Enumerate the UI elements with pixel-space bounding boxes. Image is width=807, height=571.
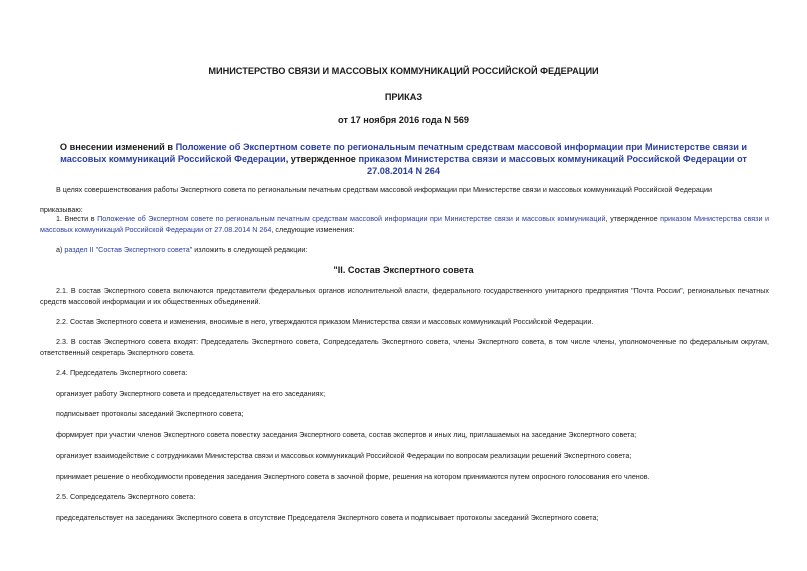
title-prefix: О внесении изменений в bbox=[59, 142, 176, 152]
item-1 bbox=[40, 214, 769, 235]
order-word: приказываю: bbox=[40, 205, 83, 214]
item-1-order-link[interactable]: приказом Министерства связи и массовых коммуникаций Российской Федерации от 27.08.2014 N 264 bbox=[40, 214, 770, 234]
title-middle: , утвержденное bbox=[285, 154, 359, 164]
paragraph-2-4-item-2: подписывает протоколы заседаний Экспертного совета; bbox=[56, 409, 244, 418]
item-1-suffix: , следующие изменения: bbox=[271, 224, 355, 234]
paragraph-2-1: 2.1. В состав Экспертного совета включаются представители федеральных органов исполнительной власти, федерального государственного унитарного предприятия "Почта России", региональных печатных средств массовой информации и их общественных объединений. bbox=[40, 286, 769, 306]
item-1-prefix: 1. Внести в bbox=[56, 214, 98, 223]
sub-item-a-suffix: изложить в следующей редакции: bbox=[192, 245, 308, 254]
paragraph-2-4-item-3: формирует при участии членов Экспертного совета повестку заседания Экспертного совета, состав экспертов и иных лиц, приглашаемых на заседание Экспертного совета; bbox=[56, 430, 637, 439]
paragraph-2-5: 2.5. Сопредседатель Экспертного совета: bbox=[56, 492, 196, 501]
paragraph-2-3: 2.3. В состав Экспертного совета входят: Председатель Экспертного совета, Сопредседатель Экспертного совета, члены Экспертного совета, в том числе члены, уполномоченные по федеральным округам, ответственный секретарь Экспертного совета. bbox=[40, 337, 769, 357]
paragraph-2-2: 2.2. Состав Экспертного совета и изменения, вносимые в него, утверждаются приказом Министерства связи и массовых коммуникаций Российской Федерации. bbox=[56, 317, 594, 326]
preamble: В целях совершенствования работы Экспертного совета по региональным печатным средствам массовой информации при Министерстве связи и массовых коммуникаций Российской Федерации bbox=[56, 185, 713, 194]
paragraph-2-4-item-5: принимает решение о необходимости проведения заседания Экспертного совета в заочной форме, решения на котором принимаются путем опросного голосования его членов. bbox=[56, 472, 650, 481]
paragraph-2-5-item-1: председательствует на заседаниях Экспертного совета в отсутствие Председателя Экспертного совета и подписывает протоколы заседаний Экспертного совета; bbox=[56, 513, 599, 522]
sub-item-a-prefix: а) bbox=[56, 245, 65, 254]
paragraph-2-4-item-1: организует работу Экспертного совета и председательствует на его заседаниях; bbox=[56, 389, 326, 398]
section-heading: "II. Состав Экспертного совета bbox=[333, 265, 474, 275]
ministry-heading: МИНИСТЕРСТВО СВЯЗИ И МАССОВЫХ КОММУНИКАЦИЙ РОССИЙСКОЙ ФЕДЕРАЦИИ bbox=[208, 66, 599, 76]
sub-item-a bbox=[56, 245, 756, 256]
paragraph-2-4: 2.4. Председатель Экспертного совета: bbox=[56, 368, 188, 377]
item-1-middle: , утвержденное bbox=[605, 214, 661, 223]
section-ii-link[interactable]: раздел II "Состав Экспертного совета" bbox=[64, 245, 193, 254]
document-date: от 17 ноября 2016 года N 569 bbox=[338, 115, 469, 125]
paragraph-2-4-item-4: организует взаимодействие с сотрудниками Министерства связи и массовых коммуникаций Российской Федерации по вопросам реализации решений Экспертного совета; bbox=[56, 451, 632, 460]
document-type: ПРИКАЗ bbox=[384, 92, 423, 102]
document-title bbox=[40, 141, 767, 177]
item-1-regulation-link[interactable]: Положение об Экспертном совете по региональным печатным средствам массовой информации при Министерстве связи и массовых коммуникаций bbox=[97, 214, 606, 223]
regulation-link[interactable]: Положение об Экспертном совете по региональным печатным средствам массовой информации при Министерстве связи и массовых коммуникаций Российской Федерации bbox=[60, 142, 748, 164]
order-link[interactable]: приказом Министерства связи и массовых коммуникаций Российской Федерации от 27.08.2014 N 264 bbox=[358, 154, 747, 176]
